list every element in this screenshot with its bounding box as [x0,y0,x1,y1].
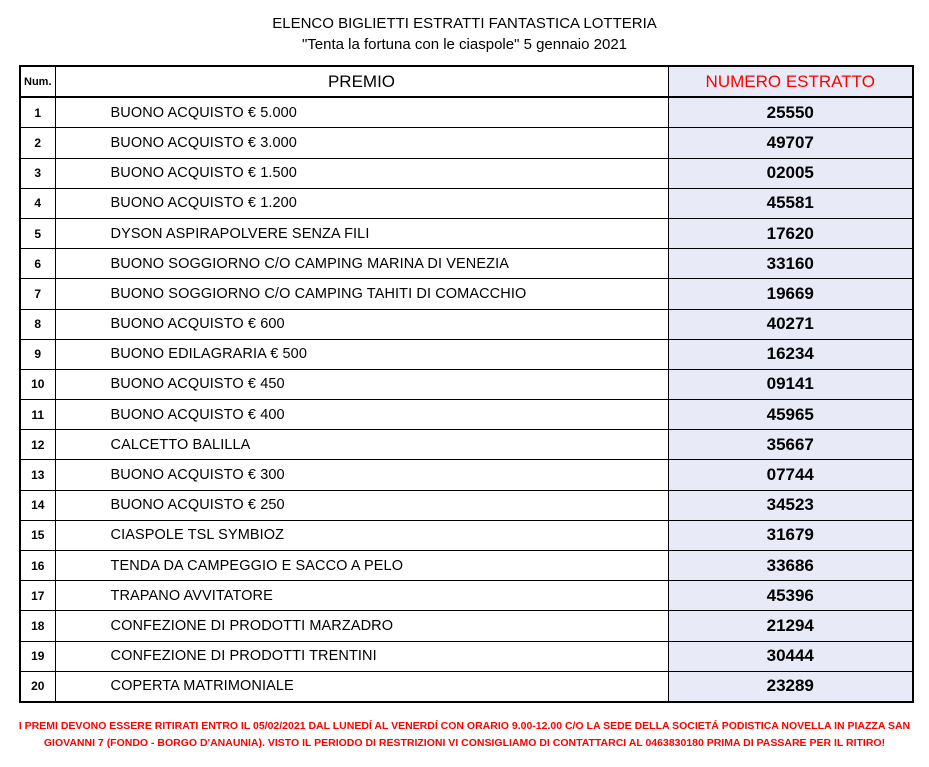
row-premio: BUONO ACQUISTO € 1.200 [55,188,668,218]
row-num: 3 [20,158,55,188]
table-row [20,430,913,460]
row-premio: BUONO ACQUISTO € 3.000 [55,128,668,158]
table-row [20,158,913,188]
row-estratto: 33686 [668,551,913,581]
row-estratto: 35667 [668,430,913,460]
row-premio: BUONO SOGGIORNO C/O CAMPING TAHITI DI COMACCHIO [55,279,668,309]
table-row [20,460,913,490]
table-row [20,128,913,158]
row-num: 14 [20,490,55,520]
table-row [20,218,913,248]
footer-line-2: GIOVANNI 7 (FONDO - BORGO D'ANAUNIA). VISTO IL PERIODO DI RESTRIZIONI VI CONSIGLIAMO DI CONTATTARCI AL 0463830180 PRIMA DI PASSARE PER IL RITIRO! [43,737,886,749]
row-premio: BUONO ACQUISTO € 5.000 [55,97,668,128]
footer-notice [0,718,929,752]
row-estratto: 02005 [668,158,913,188]
row-premio: TRAPANO AVVITATORE [55,581,668,611]
table-row [20,551,913,581]
row-num: 2 [20,128,55,158]
row-num: 4 [20,188,55,218]
row-num: 11 [20,400,55,430]
row-estratto: 17620 [668,218,913,248]
row-estratto: 09141 [668,369,913,399]
row-num: 19 [20,641,55,671]
row-estratto: 45396 [668,581,913,611]
row-num: 6 [20,249,55,279]
row-estratto: 49707 [668,128,913,158]
table-row [20,188,913,218]
table-row [20,520,913,550]
table-row [20,641,913,671]
row-num: 9 [20,339,55,369]
table-row [20,249,913,279]
table-row [20,279,913,309]
row-premio: BUONO ACQUISTO € 300 [55,460,668,490]
row-estratto: 19669 [668,279,913,309]
row-premio: BUONO ACQUISTO € 250 [55,490,668,520]
row-num: 5 [20,218,55,248]
row-num: 15 [20,520,55,550]
row-num: 8 [20,309,55,339]
row-premio: BUONO ACQUISTO € 450 [55,369,668,399]
column-header-premio: PREMIO [55,66,668,97]
document-title: ELENCO BIGLIETTI ESTRATTI FANTASTICA LOTTERIA [272,15,657,32]
row-premio: COPERTA MATRIMONIALE [55,671,668,702]
row-premio: DYSON ASPIRAPOLVERE SENZA FILI [55,218,668,248]
row-premio: BUONO SOGGIORNO C/O CAMPING MARINA DI VENEZIA [55,249,668,279]
row-estratto: 33160 [668,249,913,279]
row-num: 12 [20,430,55,460]
row-estratto: 16234 [668,339,913,369]
results-table [19,65,914,703]
row-num: 13 [20,460,55,490]
row-premio: BUONO ACQUISTO € 400 [55,400,668,430]
footer-line-1: I PREMI DEVONO ESSERE RITIRATI ENTRO IL 05/02/2021 DAL LUNEDÍ AL VENERDÍ CON ORARIO 9.00-12.00 C/O LA SEDE DELLA SOCIETÁ PODISTICA NOVELLA IN PIAZZA SAN [18,720,911,732]
row-premio: CIASPOLE TSL SYMBIOZ [55,520,668,550]
column-header-num: Num. [20,66,55,97]
row-estratto: 45965 [668,400,913,430]
table-header-row [20,66,913,97]
row-estratto: 31679 [668,520,913,550]
row-premio: BUONO EDILAGRARIA € 500 [55,339,668,369]
row-estratto: 34523 [668,490,913,520]
row-premio: TENDA DA CAMPEGGIO E SACCO A PELO [55,551,668,581]
row-num: 20 [20,671,55,702]
table-row [20,671,913,702]
row-estratto: 45581 [668,188,913,218]
table-row [20,490,913,520]
row-num: 18 [20,611,55,641]
row-num: 7 [20,279,55,309]
row-num: 10 [20,369,55,399]
table-row [20,309,913,339]
row-premio: CALCETTO BALILLA [55,430,668,460]
row-estratto: 40271 [668,309,913,339]
table-row [20,400,913,430]
row-premio: CONFEZIONE DI PRODOTTI TRENTINI [55,641,668,671]
table-row [20,97,913,128]
table-row [20,581,913,611]
table-row [20,369,913,399]
row-premio: BUONO ACQUISTO € 1.500 [55,158,668,188]
row-num: 1 [20,97,55,128]
table-row [20,339,913,369]
row-estratto: 30444 [668,641,913,671]
row-estratto: 23289 [668,671,913,702]
row-premio: BUONO ACQUISTO € 600 [55,309,668,339]
row-estratto: 07744 [668,460,913,490]
row-premio: CONFEZIONE DI PRODOTTI MARZADRO [55,611,668,641]
document-subtitle: "Tenta la fortuna con le ciaspole" 5 gennaio 2021 [301,36,628,53]
row-num: 16 [20,551,55,581]
row-estratto: 21294 [668,611,913,641]
column-header-estratto: NUMERO ESTRATTO [668,66,913,97]
row-num: 17 [20,581,55,611]
row-estratto: 25550 [668,97,913,128]
table-row [20,611,913,641]
